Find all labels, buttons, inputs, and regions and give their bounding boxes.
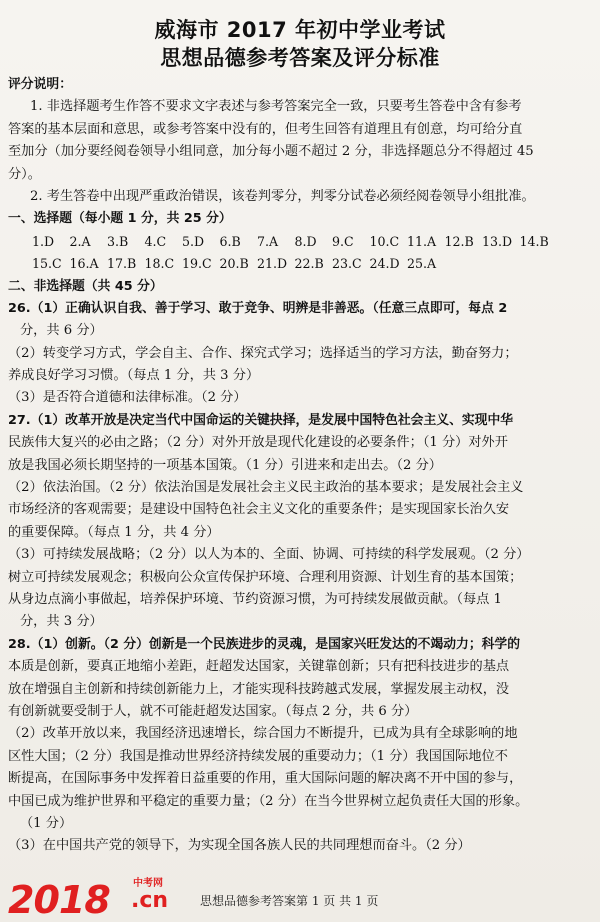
answer-line: （3）在中国共产党的领导下，为实现全国各族人民的共同理想而奋斗。（2 分） xyxy=(8,838,471,854)
document-title: 威海市 2017 年初中学业考试 xyxy=(154,18,446,42)
answer-line: 放是我国必须长期坚持的一项基本国策。（1 分）引进来和走出去。（2 分） xyxy=(8,457,442,473)
answer-item: 25.A xyxy=(407,256,437,272)
document-subtitle: 思想品德参考答案及评分标准 xyxy=(160,46,440,70)
answer-line: 中国已成为维护世界和平稳定的重要力量；（2 分）在当今世界树立起负责任大国的形象。 xyxy=(8,793,529,809)
answer-line: 树立可持续发展观念；积极向公众宣传保护环境、合理利用资源、计划生育的基本国策； xyxy=(8,569,523,585)
answer-item: 2.A xyxy=(69,233,91,249)
answer-line: 断提高，在国际事务中发挥着日益重要的作用，重大国际问题的解决离不开中国的参与， xyxy=(8,771,523,787)
answer-item: 11.A xyxy=(407,233,437,249)
scoring-note-line: 1. 非选择题考生作答不要求文字表述与参考答案完全一致，只要考生答卷中含有参考 xyxy=(30,99,522,115)
answer-item: 15.C xyxy=(32,256,62,272)
answer-line: 本质是创新，要真正地缩小差距，赶超发达国家，关键靠创新；只有把科技进步的基点 xyxy=(8,659,510,675)
answer-line: 民族伟大复兴的必由之路；（2 分）对外开放是现代化建设的必要条件；（1 分）对外开 xyxy=(8,435,508,451)
scoring-note-line: 答案的基本层面和意思，或参考答案中没有的，但考生回答有道理且有创意，均可给分直 xyxy=(8,121,523,137)
answers-row-1 xyxy=(8,231,588,253)
answer-line: 区性大国；（2 分）我国是推动世界经济持续发展的重要动力；（1 分）我国国际地位不 xyxy=(8,748,508,764)
answer-item: 21.D xyxy=(257,256,288,272)
scoring-notes-heading: 评分说明： xyxy=(8,77,72,92)
site-logo-label: 中考网 xyxy=(133,878,163,889)
answer-item: 12.B xyxy=(444,233,474,249)
answer-item: 8.D xyxy=(294,233,317,249)
answer-item: 22.B xyxy=(294,256,324,272)
answer-item: 23.C xyxy=(332,256,362,272)
answer-line: （2）依法治国。（2 分）依法治国是发展社会主义民主政治的基本要求；是发展社会主义 xyxy=(8,480,524,496)
answer-line: （1 分） xyxy=(20,815,73,831)
answer-line: （2）改革开放以来，我国经济迅速增长，综合国力不断提升，已成为具有全球影响的地 xyxy=(8,726,518,742)
answer-item: 9.C xyxy=(332,233,354,249)
page-number: 思想品德参考答案第 1 页 共 1 页 xyxy=(200,894,379,908)
section1-heading: 一、选择题（每小题 1 分，共 25 分） xyxy=(8,211,232,227)
answer-item: 6.B xyxy=(219,233,241,249)
answer-line: 有创新就要受制于人，就不可能赶超发达国家。（每点 2 分，共 6 分） xyxy=(8,703,418,719)
answer-item: 5.D xyxy=(182,233,205,249)
answer-item: 13.D xyxy=(482,233,513,249)
answer-item: 16.A xyxy=(69,256,99,272)
answer-line: （3）可持续发展战略；（2 分）以人为本的、全面、协调、可持续的科学发展观。（2 分） xyxy=(8,547,530,563)
answer-line: 的重要保障。（每点 1 分，共 4 分） xyxy=(8,524,220,540)
answer-line: （3）是否符合道德和法律标准。（2 分） xyxy=(8,390,247,406)
answer-line: 26.（1）正确认识自我、善于学习、敢于竞争、明辨是非善恶。（任意三点即可，每点 2 xyxy=(8,300,508,316)
answer-item: 3.B xyxy=(107,233,129,249)
answer-item: 19.C xyxy=(182,256,212,272)
document-body xyxy=(8,74,588,858)
answer-item: 17.B xyxy=(107,256,137,272)
answer-line: （2）转变学习方式，学会自主、合作、探究式学习；选择适当的学习方法，勤奋努力； xyxy=(8,345,518,361)
answer-item: 14.B xyxy=(519,233,549,249)
answer-line: 市场经济的客观需要；是建设中国特色社会主义文化的重要条件；是实现国家长治久安 xyxy=(8,502,510,518)
answer-item: 4.C xyxy=(144,233,167,249)
answer-line: 分，共 3 分） xyxy=(20,614,103,630)
scoring-note-line: 至加分（加分要经阅卷领导小组同意，加分每小题不超过 2 分，非选择题总分不得超过 45 xyxy=(8,144,534,160)
site-logo-domain: .cn xyxy=(131,888,169,913)
answer-item: 1.D xyxy=(32,233,55,249)
site-logo: 2018 xyxy=(8,878,110,922)
answer-item: 10.C xyxy=(369,233,400,249)
answer-item: 24.D xyxy=(369,256,400,272)
scoring-note-line: 分）。 xyxy=(8,166,41,182)
section2-heading: 二、非选择题（共 45 分） xyxy=(8,278,163,294)
answer-item: 20.B xyxy=(219,256,249,272)
answer-line: 养成良好学习习惯。（每点 1 分，共 3 分） xyxy=(8,368,260,384)
answer-line: 27.（1）改革开放是决定当代中国命运的关键抉择，是发展中国特色社会主义、实现中华 xyxy=(8,412,514,428)
answer-line: 放在增强自主创新和持续创新能力上，才能实现科技跨越式发展，掌握发展主动权，没 xyxy=(8,681,510,697)
answer-line: 28.（1）创新。（2 分）创新是一个民族进步的灵魂，是国家兴旺发达的不竭动力；科学的 xyxy=(8,636,521,652)
answers-row-2 xyxy=(8,253,588,275)
answer-item: 7.A xyxy=(257,233,279,249)
answer-line: 分，共 6 分） xyxy=(20,323,103,339)
page-footer xyxy=(0,872,600,922)
answer-line: 从身边点滴小事做起，培养保护环境、节约资源习惯，为可持续发展做贡献。（每点 1 xyxy=(8,591,502,607)
answer-item: 18.C xyxy=(144,256,175,272)
scoring-note-line: 2. 考生答卷中出现严重政治错误，该卷判零分，判零分试卷必须经阅卷领导小组批准。 xyxy=(30,188,535,204)
